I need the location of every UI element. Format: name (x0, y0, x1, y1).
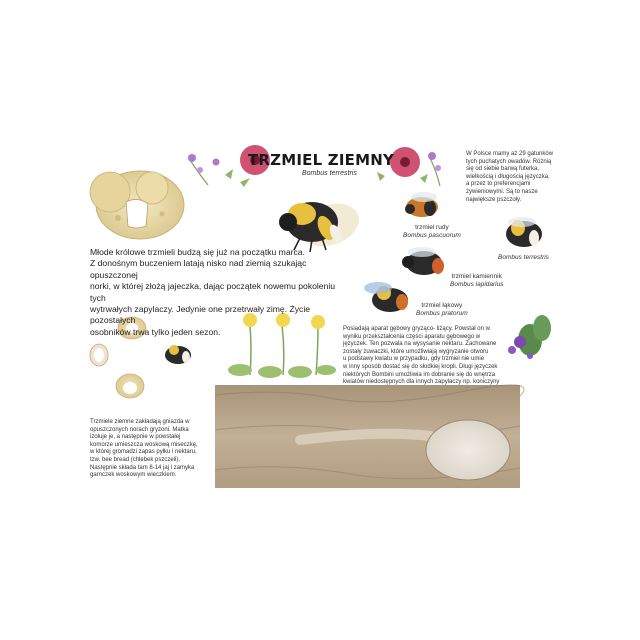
info-line: żywieniowymi. Są to nasze (466, 188, 538, 195)
info-line: wielkością i długością języczka, (466, 173, 550, 180)
species-name: trzmiel rudy (415, 224, 449, 231)
nest-line: w której gromadzi zapas pyłku i nektaru, (90, 449, 197, 456)
intro-line: osobników trwa tylko jeden sezon. (90, 326, 221, 337)
soil-burrow-illustration (215, 385, 524, 488)
caption-kamiennik (450, 273, 503, 289)
species-count-info (466, 151, 566, 204)
nest-line: garnczek woskowym wieczkiem. (90, 472, 177, 479)
mouth-line: Posiadają aparat gębowy gryząco- liżący. Powstał on w (343, 326, 490, 332)
mouth-line: zostały żuwaczki, które umożliwiają wygryzanie otworu (343, 348, 489, 355)
large-bumblebee-illustration (279, 196, 365, 254)
wax-nest-illustration (90, 171, 184, 239)
mouth-line: w inny sposób dostać się do słodkiej kropli. Długi języczek (343, 363, 498, 370)
bee-rudy-illustration (405, 192, 438, 217)
bee-lakowy-illustration (364, 282, 408, 312)
species-latin: Bombus terrestris (498, 254, 549, 261)
bee-kamiennik-illustration (402, 247, 444, 275)
nest-line: Następnie składa tam 8-14 jaj i zamyka (90, 464, 195, 471)
mouth-line: języczek. Ten pozwala na wysysanie nektaru. Zachowane (343, 341, 497, 348)
nest-line: tzw. bee bread (chlebek pszczeli). (90, 456, 181, 463)
page-title: TRZMIEL ZIEMNY (248, 151, 395, 169)
caption-rudy (403, 224, 461, 240)
species-name: trzmiel kamiennik (451, 273, 502, 280)
species-latin: Bombus lapidarius (450, 281, 504, 288)
intro-line: norki, w której złożą jajeczka, dając początek nowemu pokoleniu tych (90, 281, 336, 303)
mouth-line: wyniku przekształcenia części aparatu gębowego w (343, 333, 481, 340)
info-line: największe pszczoły. (466, 196, 522, 203)
mouthparts-paragraph (343, 326, 511, 387)
title-latin-name: Bombus terrestris (302, 170, 357, 177)
mouth-line: niektórych Bombini umożliwia im dobranie się do wnętrza (343, 371, 496, 378)
info-line: W Polsce mamy aż 29 gatunków (466, 151, 554, 157)
info-line: a przez to preferencjami (466, 181, 531, 188)
mouth-line: u podstawy kwiatu w przypadku, gdy trzmiel nie umie (343, 356, 485, 363)
nest-paragraph (90, 419, 202, 480)
caption-terrestris (498, 254, 549, 262)
intro-paragraph (90, 247, 350, 338)
bee-terrestris-small-illustration (506, 217, 542, 247)
nest-line: Trzmiele ziemne zakładają gniazda w (90, 419, 190, 425)
species-latin: Bombus pascuorum (403, 232, 461, 239)
intro-line: Z donośnym buczeniem latają nisko nad ziemią szukając opuszczonej (90, 258, 307, 280)
intro-line: Młode królowe trzmieli budzą się już na początku marca. (90, 247, 305, 257)
species-name: trzmiel łąkowy (421, 302, 463, 309)
nest-line: izoluje je, a następnie w powstałej (90, 434, 181, 441)
nest-line: opuszczonych norach gryzoni. Matka (90, 426, 189, 433)
species-latin: Bombus pratorum (416, 310, 468, 317)
caption-lakowy (416, 302, 468, 318)
violet-flower-illustration (508, 315, 551, 359)
mouth-line: kwiatów niedostępnych dla innych zapylaczy np. koniczyny (343, 379, 500, 386)
nest-line: komorze umieszcza woskową miseczkę, (90, 441, 198, 448)
info-line: tych puchatych owadów. Różnią (466, 158, 552, 165)
info-line: się od siebie barwą futerka, (466, 166, 540, 173)
intro-line: wytrwałych zapylaczy. Jedynie one przetrwały zimę. Życie pozostałych (90, 304, 311, 326)
small-bee-nest-illustration (165, 345, 191, 364)
